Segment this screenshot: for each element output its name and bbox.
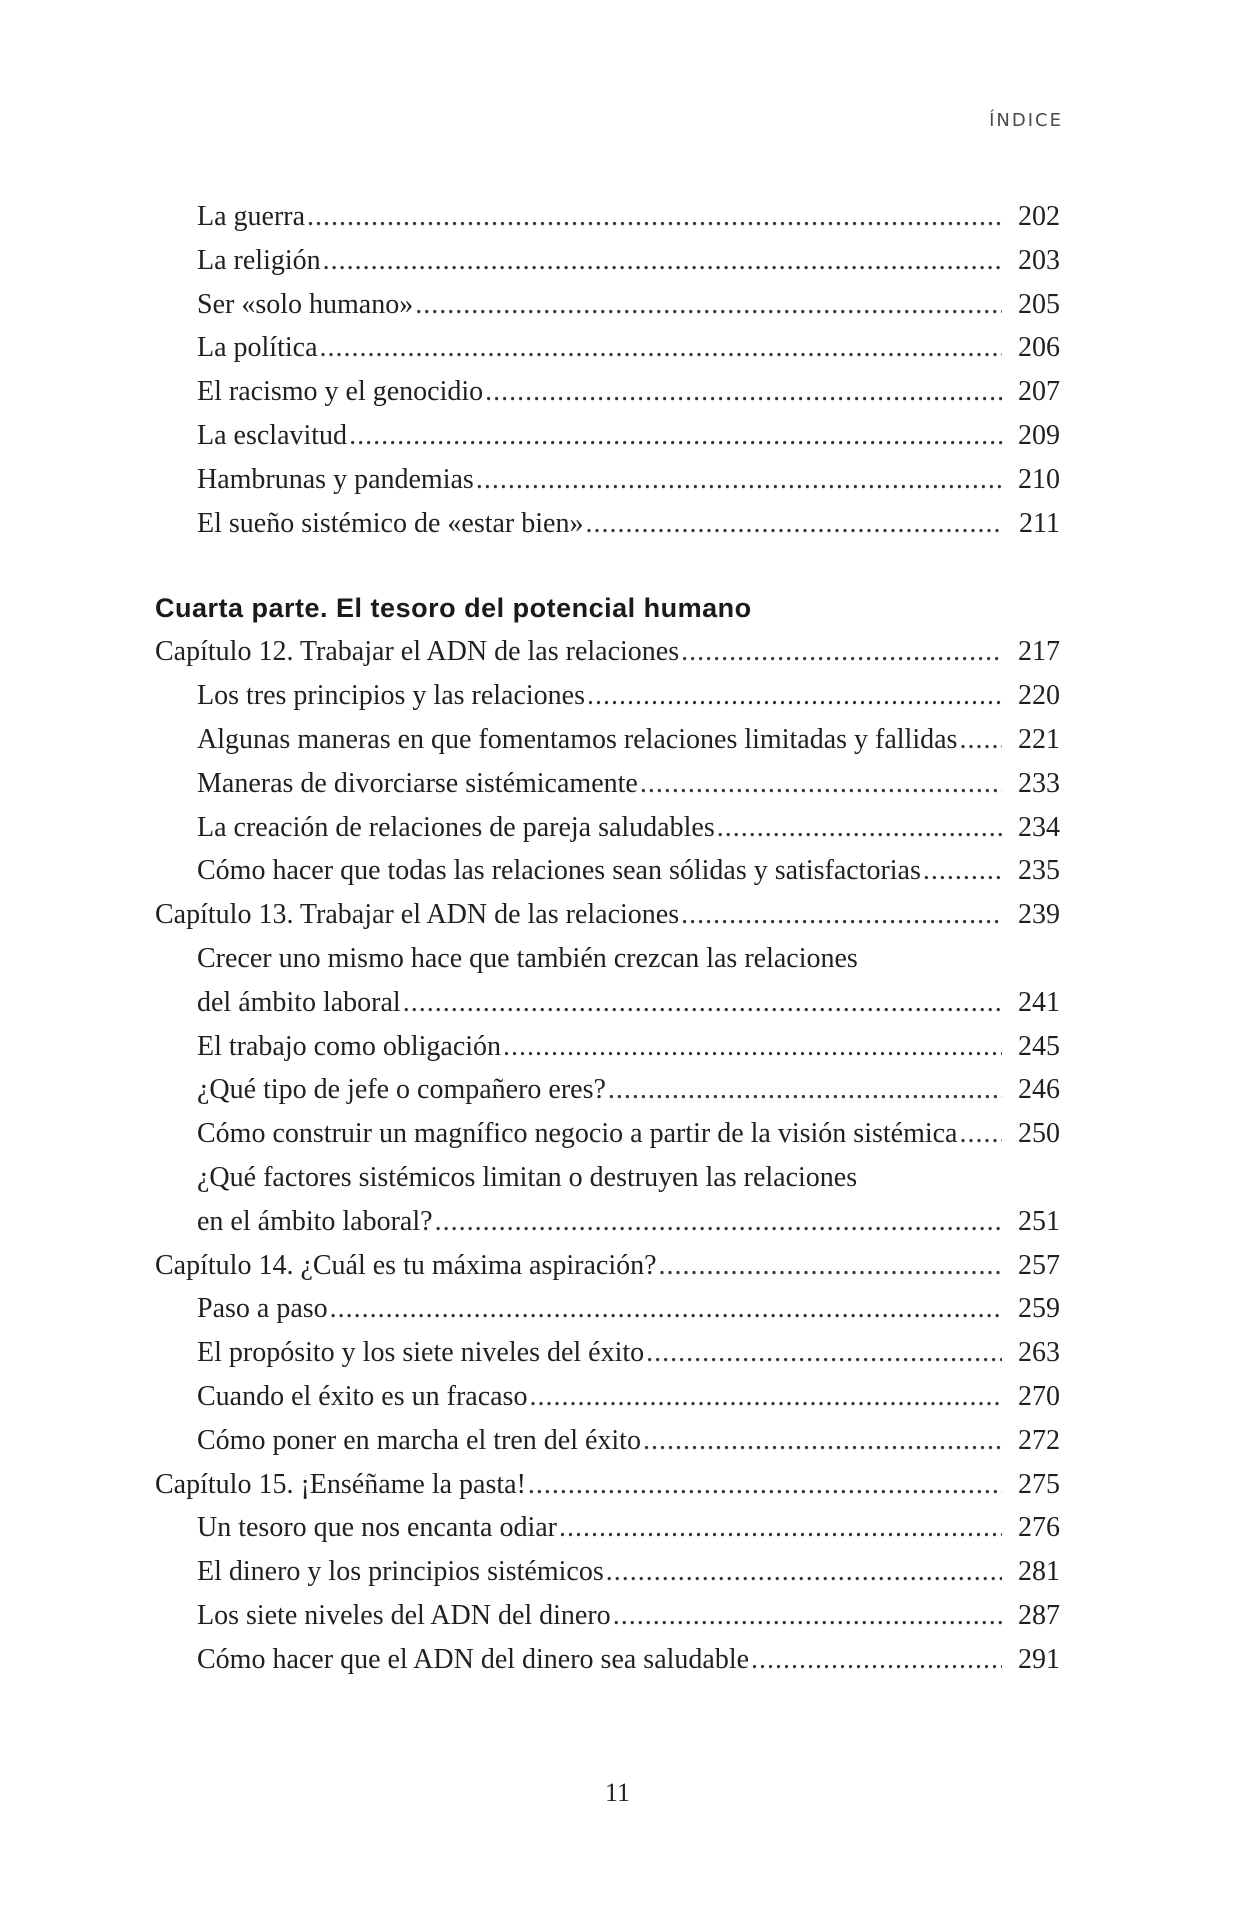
toc-entry <box>155 674 1060 718</box>
toc-entry-label: ¿Qué tipo de jefe o compañero eres? <box>197 1074 606 1106</box>
running-head: ÍNDICE <box>989 110 1063 131</box>
toc-entry-page: 210 <box>1018 463 1060 495</box>
part-heading: Cuarta parte. El tesoro del potencial humano <box>155 593 752 624</box>
toc-chapter-entry <box>155 1463 1060 1507</box>
toc-leader <box>435 1200 1002 1244</box>
toc-entry-label: Capítulo 15. ¡Enséñame la pasta! <box>155 1468 526 1500</box>
toc-entry-page: 276 <box>1018 1512 1060 1544</box>
toc-entry-label: Capítulo 12. Trabajar el ADN de las relaciones <box>155 636 680 668</box>
toc-leader <box>681 630 1002 674</box>
toc-entry-label: Cómo poner en marcha el tren del éxito <box>197 1424 641 1456</box>
toc-entry-page: 217 <box>1018 636 1060 668</box>
toc-leader <box>717 806 1002 850</box>
toc-leader <box>640 762 1002 806</box>
toc-entry-label: La religión <box>197 244 321 276</box>
toc-entry <box>155 1068 1060 1112</box>
toc-leader <box>608 1068 1002 1112</box>
toc-entry-label: Capítulo 13. Trabajar el ADN de las relaciones <box>155 899 680 931</box>
toc-entry-page: 270 <box>1018 1380 1060 1412</box>
toc-leader <box>643 1419 1002 1463</box>
toc-entry-label: Los tres principios y las relaciones <box>197 680 586 712</box>
toc-entry-label: El propósito y los siete niveles del éxito <box>197 1337 645 1369</box>
toc-leader <box>923 849 1002 893</box>
toc-entry-label: Cómo construir un magnífico negocio a partir de la visión sistémica <box>197 1118 958 1150</box>
toc-entry-label: El racismo y el genocidio <box>197 376 484 408</box>
toc-entry <box>155 981 1060 1025</box>
toc-entry-page: 241 <box>1018 986 1060 1018</box>
toc-leader <box>751 1638 1002 1682</box>
toc-leader <box>559 1506 1002 1550</box>
toc-entry-label: Cuando el éxito es un fracaso <box>197 1380 528 1412</box>
toc-entry-page: 287 <box>1018 1599 1060 1631</box>
toc-entry-page: 239 <box>1018 899 1060 931</box>
toc-entry-label: Crecer uno mismo hace que también crezcan las relaciones <box>197 942 858 974</box>
toc-entry-label: La esclavitud <box>197 419 348 451</box>
toc-entry <box>155 414 1060 458</box>
toc-entry <box>155 1112 1060 1156</box>
toc-entry-label: Algunas maneras en que fomentamos relaciones limitadas y fallidas <box>197 723 958 755</box>
toc-entry-page: 205 <box>1018 288 1060 320</box>
toc-entry <box>155 718 1060 762</box>
toc-entry-page: 251 <box>1018 1205 1060 1237</box>
toc-leader <box>415 283 1002 327</box>
toc-leader <box>659 1244 1002 1288</box>
toc-entry-label: El sueño sistémico de «estar bien» <box>197 507 584 539</box>
toc-entry-label: Maneras de divorciarse sistémicamente <box>197 767 638 799</box>
toc-entry-label: ¿Qué factores sistémicos limitan o destruyen las relaciones <box>197 1161 858 1193</box>
toc-entry <box>155 370 1060 414</box>
toc-entry <box>155 195 1060 239</box>
toc-leader <box>485 370 1002 414</box>
toc-entry-page: 203 <box>1018 244 1060 276</box>
toc-entry-page: 246 <box>1018 1074 1060 1106</box>
toc-entry-label: Hambrunas y pandemias <box>197 463 474 495</box>
toc-entry-label: Ser «solo humano» <box>197 288 414 320</box>
toc-entry-label: El dinero y los principios sistémicos <box>197 1556 604 1588</box>
toc-entry <box>155 762 1060 806</box>
page-number: 11 <box>604 1778 631 1807</box>
toc-leader <box>529 1375 1002 1419</box>
toc-entry-page: 233 <box>1018 767 1060 799</box>
toc-leader <box>606 1550 1002 1594</box>
toc-entry-label: La guerra <box>197 201 306 232</box>
toc-chapter-entry <box>155 893 1060 937</box>
toc-entry-wrapped-line <box>155 1156 1060 1200</box>
toc-entry <box>155 1419 1060 1463</box>
toc-leader <box>681 893 1002 937</box>
toc-entry-page: 281 <box>1018 1556 1060 1588</box>
toc-entry <box>155 458 1060 502</box>
toc-leader <box>403 981 1002 1025</box>
toc-entry-page: 234 <box>1018 811 1060 843</box>
toc-entry-page: 211 <box>1019 507 1060 539</box>
toc-entry-label: Capítulo 14. ¿Cuál es tu máxima aspiración? <box>155 1249 657 1281</box>
toc-entry-page: 257 <box>1018 1249 1060 1281</box>
toc-entry-page: 220 <box>1018 680 1060 712</box>
toc-entry-page: 250 <box>1018 1118 1060 1150</box>
toc-entry-label: Un tesoro que nos encanta odiar <box>197 1512 557 1544</box>
toc-leader <box>320 326 1002 370</box>
toc-entry-page: 206 <box>1018 332 1060 364</box>
toc-entry-label: Los siete niveles del ADN del dinero <box>197 1599 611 1631</box>
toc-entry <box>155 1375 1060 1419</box>
toc-entry-label: del ámbito laboral <box>197 986 401 1018</box>
toc-entry-page: 259 <box>1018 1293 1060 1325</box>
toc-leader <box>330 1287 1002 1331</box>
toc-entry <box>155 806 1060 850</box>
toc-leader <box>959 718 1002 762</box>
toc-leader <box>307 195 1002 239</box>
toc-entry-label: La política <box>197 332 318 364</box>
toc-entry-page: 221 <box>1018 723 1060 755</box>
toc-leader <box>476 458 1002 502</box>
toc-entry <box>155 1638 1060 1682</box>
toc-leader <box>323 239 1002 283</box>
toc-leader <box>349 414 1002 458</box>
toc-entry-label: Paso a paso <box>197 1293 328 1325</box>
toc-entry-page: 202 <box>1018 201 1060 232</box>
toc-leader <box>613 1594 1002 1638</box>
toc-entry <box>155 502 1060 546</box>
toc-entry <box>155 326 1060 370</box>
toc-leader <box>503 1025 1002 1069</box>
toc-entry-page: 263 <box>1018 1337 1060 1369</box>
toc-leader <box>959 1112 1002 1156</box>
toc-entry <box>155 239 1060 283</box>
toc-leader <box>585 502 1002 546</box>
table-of-contents <box>155 195 1060 1682</box>
toc-entry-label: Cómo hacer que todas las relaciones sean sólidas y satisfactorias <box>197 855 921 887</box>
toc-leader <box>587 674 1002 718</box>
toc-entry-page: 275 <box>1018 1468 1060 1500</box>
toc-entry <box>155 1331 1060 1375</box>
toc-entry <box>155 283 1060 327</box>
toc-entry <box>155 1594 1060 1638</box>
toc-entry <box>155 1287 1060 1331</box>
toc-chapter-entry <box>155 630 1060 674</box>
toc-entry-label: El trabajo como obligación <box>197 1030 502 1062</box>
toc-entry <box>155 1506 1060 1550</box>
toc-entry <box>155 1550 1060 1594</box>
toc-leader <box>646 1331 1002 1375</box>
toc-entry-page: 245 <box>1018 1030 1060 1062</box>
toc-leader <box>528 1463 1002 1507</box>
toc-entry-wrapped-line <box>155 937 1060 981</box>
toc-entry-label: Cómo hacer que el ADN del dinero sea saludable <box>197 1643 750 1675</box>
toc-entry-page: 209 <box>1018 419 1060 451</box>
toc-entry <box>155 1200 1060 1244</box>
toc-entry-page: 207 <box>1018 376 1060 408</box>
toc-entry-label: en el ámbito laboral? <box>197 1205 433 1237</box>
toc-entry-page: 291 <box>1018 1643 1060 1675</box>
toc-entry <box>155 1025 1060 1069</box>
toc-entry <box>155 849 1060 893</box>
toc-entry-label: La creación de relaciones de pareja saludables <box>197 811 715 843</box>
toc-entry-page: 272 <box>1018 1424 1060 1456</box>
toc-entry-page: 235 <box>1018 855 1060 887</box>
toc-chapter-entry <box>155 1244 1060 1288</box>
